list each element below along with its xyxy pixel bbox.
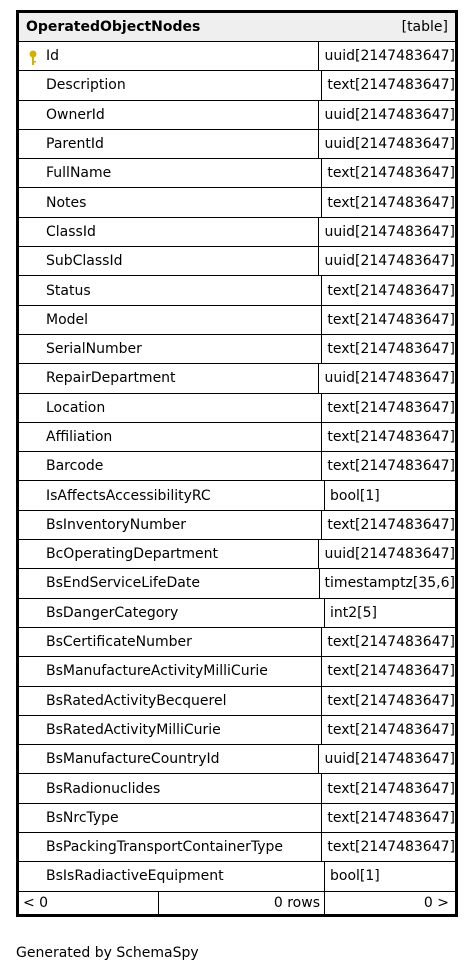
column-name-text: Barcode (46, 458, 104, 475)
column-name (19, 511, 322, 539)
column-type: uuid[2147483647] (324, 106, 455, 123)
table-row (19, 188, 455, 217)
column-name (19, 833, 322, 861)
table-row (19, 159, 455, 188)
table-header (19, 13, 455, 42)
column-type: text[2147483647] (327, 194, 455, 211)
column-name (19, 804, 322, 832)
column-type: text[2147483647] (327, 311, 455, 328)
column-type: int2[5] (330, 604, 377, 621)
column-name-text: IsAffectsAccessibilityRC (46, 487, 211, 504)
table-row (19, 218, 455, 247)
column-type: text[2147483647] (327, 341, 455, 358)
column-name-text: BsCertificateNumber (46, 634, 192, 651)
column-name (19, 569, 320, 597)
column-name-text: SerialNumber (46, 341, 142, 358)
column-type: text[2147483647] (327, 692, 455, 709)
column-name (19, 628, 322, 656)
column-name-text: BsRadionuclides (46, 780, 161, 797)
table-name: OperatedObjectNodes (26, 19, 201, 35)
table-row (19, 42, 455, 71)
column-name (19, 394, 322, 422)
column-type: uuid[2147483647] (324, 48, 455, 65)
column-type: text[2147483647] (327, 399, 455, 416)
primary-key-icon (28, 50, 38, 66)
table-row (19, 745, 455, 774)
column-type: text[2147483647] (327, 165, 455, 182)
table-row (19, 71, 455, 100)
table-row (19, 599, 455, 628)
table-row (19, 511, 455, 540)
column-name-text: Status (46, 282, 91, 299)
column-name-text: BsInventoryNumber (46, 516, 187, 533)
table-row (19, 833, 455, 862)
column-name (19, 218, 319, 246)
table-row (19, 774, 455, 803)
column-name-text: OwnerId (46, 106, 105, 123)
column-name (19, 599, 325, 627)
column-name (19, 130, 319, 158)
column-type: bool[1] (330, 487, 380, 504)
column-name-text: BsDangerCategory (46, 604, 179, 621)
column-name-text: BsPackingTransportContainerType (46, 839, 284, 856)
column-type: uuid[2147483647] (324, 253, 455, 270)
column-type: text[2147483647] (327, 516, 455, 533)
column-name (19, 42, 319, 70)
table-row (19, 335, 455, 364)
table-row (19, 862, 455, 891)
table-row (19, 804, 455, 833)
column-name (19, 481, 325, 509)
table-row (19, 628, 455, 657)
column-name-text: SubClassId (46, 253, 123, 270)
column-name-text: BsIsRadiactiveEquipment (46, 868, 224, 885)
column-type: uuid[2147483647] (324, 223, 455, 240)
column-name-text: ClassId (46, 223, 96, 240)
column-type: text[2147483647] (327, 721, 455, 738)
column-name-text: BsEndServiceLifeDate (46, 575, 200, 592)
column-name-text: BsManufactureCountryId (46, 751, 220, 768)
table-row (19, 657, 455, 686)
column-name-text: Affiliation (46, 429, 113, 445)
column-name (19, 862, 325, 890)
column-name-text: BsRatedActivityBecquerel (46, 692, 227, 709)
table-row (19, 452, 455, 481)
column-name-text: RepairDepartment (46, 370, 176, 387)
column-type: text[2147483647] (327, 809, 455, 826)
column-name (19, 423, 322, 451)
column-name (19, 188, 322, 216)
column-type: bool[1] (330, 868, 380, 885)
column-type: timestamptz[35,6] (324, 575, 455, 592)
column-type: text[2147483647] (327, 458, 455, 475)
column-type: uuid[2147483647] (324, 546, 455, 563)
column-name (19, 774, 322, 802)
column-name-text: Location (46, 399, 106, 416)
column-name-text: Model (46, 311, 89, 328)
column-name-text: BsNrcType (46, 809, 119, 826)
column-type: text[2147483647] (327, 282, 455, 299)
footer-next: 0 > (423, 894, 449, 911)
column-name (19, 276, 322, 304)
column-type: uuid[2147483647] (324, 370, 455, 387)
column-name-text: Id (46, 48, 60, 65)
column-name (19, 745, 319, 773)
column-name (19, 452, 322, 480)
table-row (19, 540, 455, 569)
column-name-text: FullName (46, 165, 112, 182)
column-name-text: BsRatedActivityMilliCurie (46, 721, 221, 738)
table-row (19, 423, 455, 452)
table-row (19, 569, 455, 598)
table-row (19, 394, 455, 423)
table-row (19, 247, 455, 276)
column-name-text: ParentId (46, 136, 104, 153)
column-type: text[2147483647] (327, 663, 455, 680)
table-row (19, 130, 455, 159)
table-row (19, 276, 455, 305)
column-type: uuid[2147483647] (324, 751, 455, 768)
column-type: text[2147483647] (327, 839, 455, 856)
generated-by: Generated by SchemaSpy (16, 945, 199, 961)
table-row (19, 716, 455, 745)
table-row (19, 101, 455, 130)
column-name (19, 159, 322, 187)
column-name (19, 687, 322, 715)
table-footer (19, 892, 455, 914)
column-name (19, 71, 322, 99)
table-row (19, 306, 455, 335)
column-name (19, 247, 319, 275)
table-node (16, 10, 458, 917)
column-name (19, 306, 322, 334)
footer-prev: < 0 (19, 892, 159, 914)
column-type: text[2147483647] (327, 780, 455, 797)
column-name (19, 657, 322, 685)
table-row (19, 687, 455, 716)
column-name-text: Notes (46, 194, 87, 211)
column-name (19, 101, 319, 129)
column-type: text[2147483647] (327, 429, 455, 445)
table-row (19, 364, 455, 393)
column-name (19, 335, 322, 363)
column-name (19, 540, 319, 568)
column-name-text: BcOperatingDepartment (46, 546, 219, 563)
column-type: text[2147483647] (327, 77, 455, 94)
column-type: uuid[2147483647] (324, 136, 455, 153)
column-type: text[2147483647] (327, 634, 455, 651)
column-name-text: BsManufactureActivityMilliCurie (46, 663, 268, 680)
column-list (19, 42, 455, 892)
column-name-text: Description (46, 77, 126, 94)
column-name (19, 364, 319, 392)
column-name (19, 716, 322, 744)
table-row (19, 481, 455, 510)
footer-rows: 0 rows (159, 892, 325, 914)
table-kind: [table] (401, 19, 448, 35)
